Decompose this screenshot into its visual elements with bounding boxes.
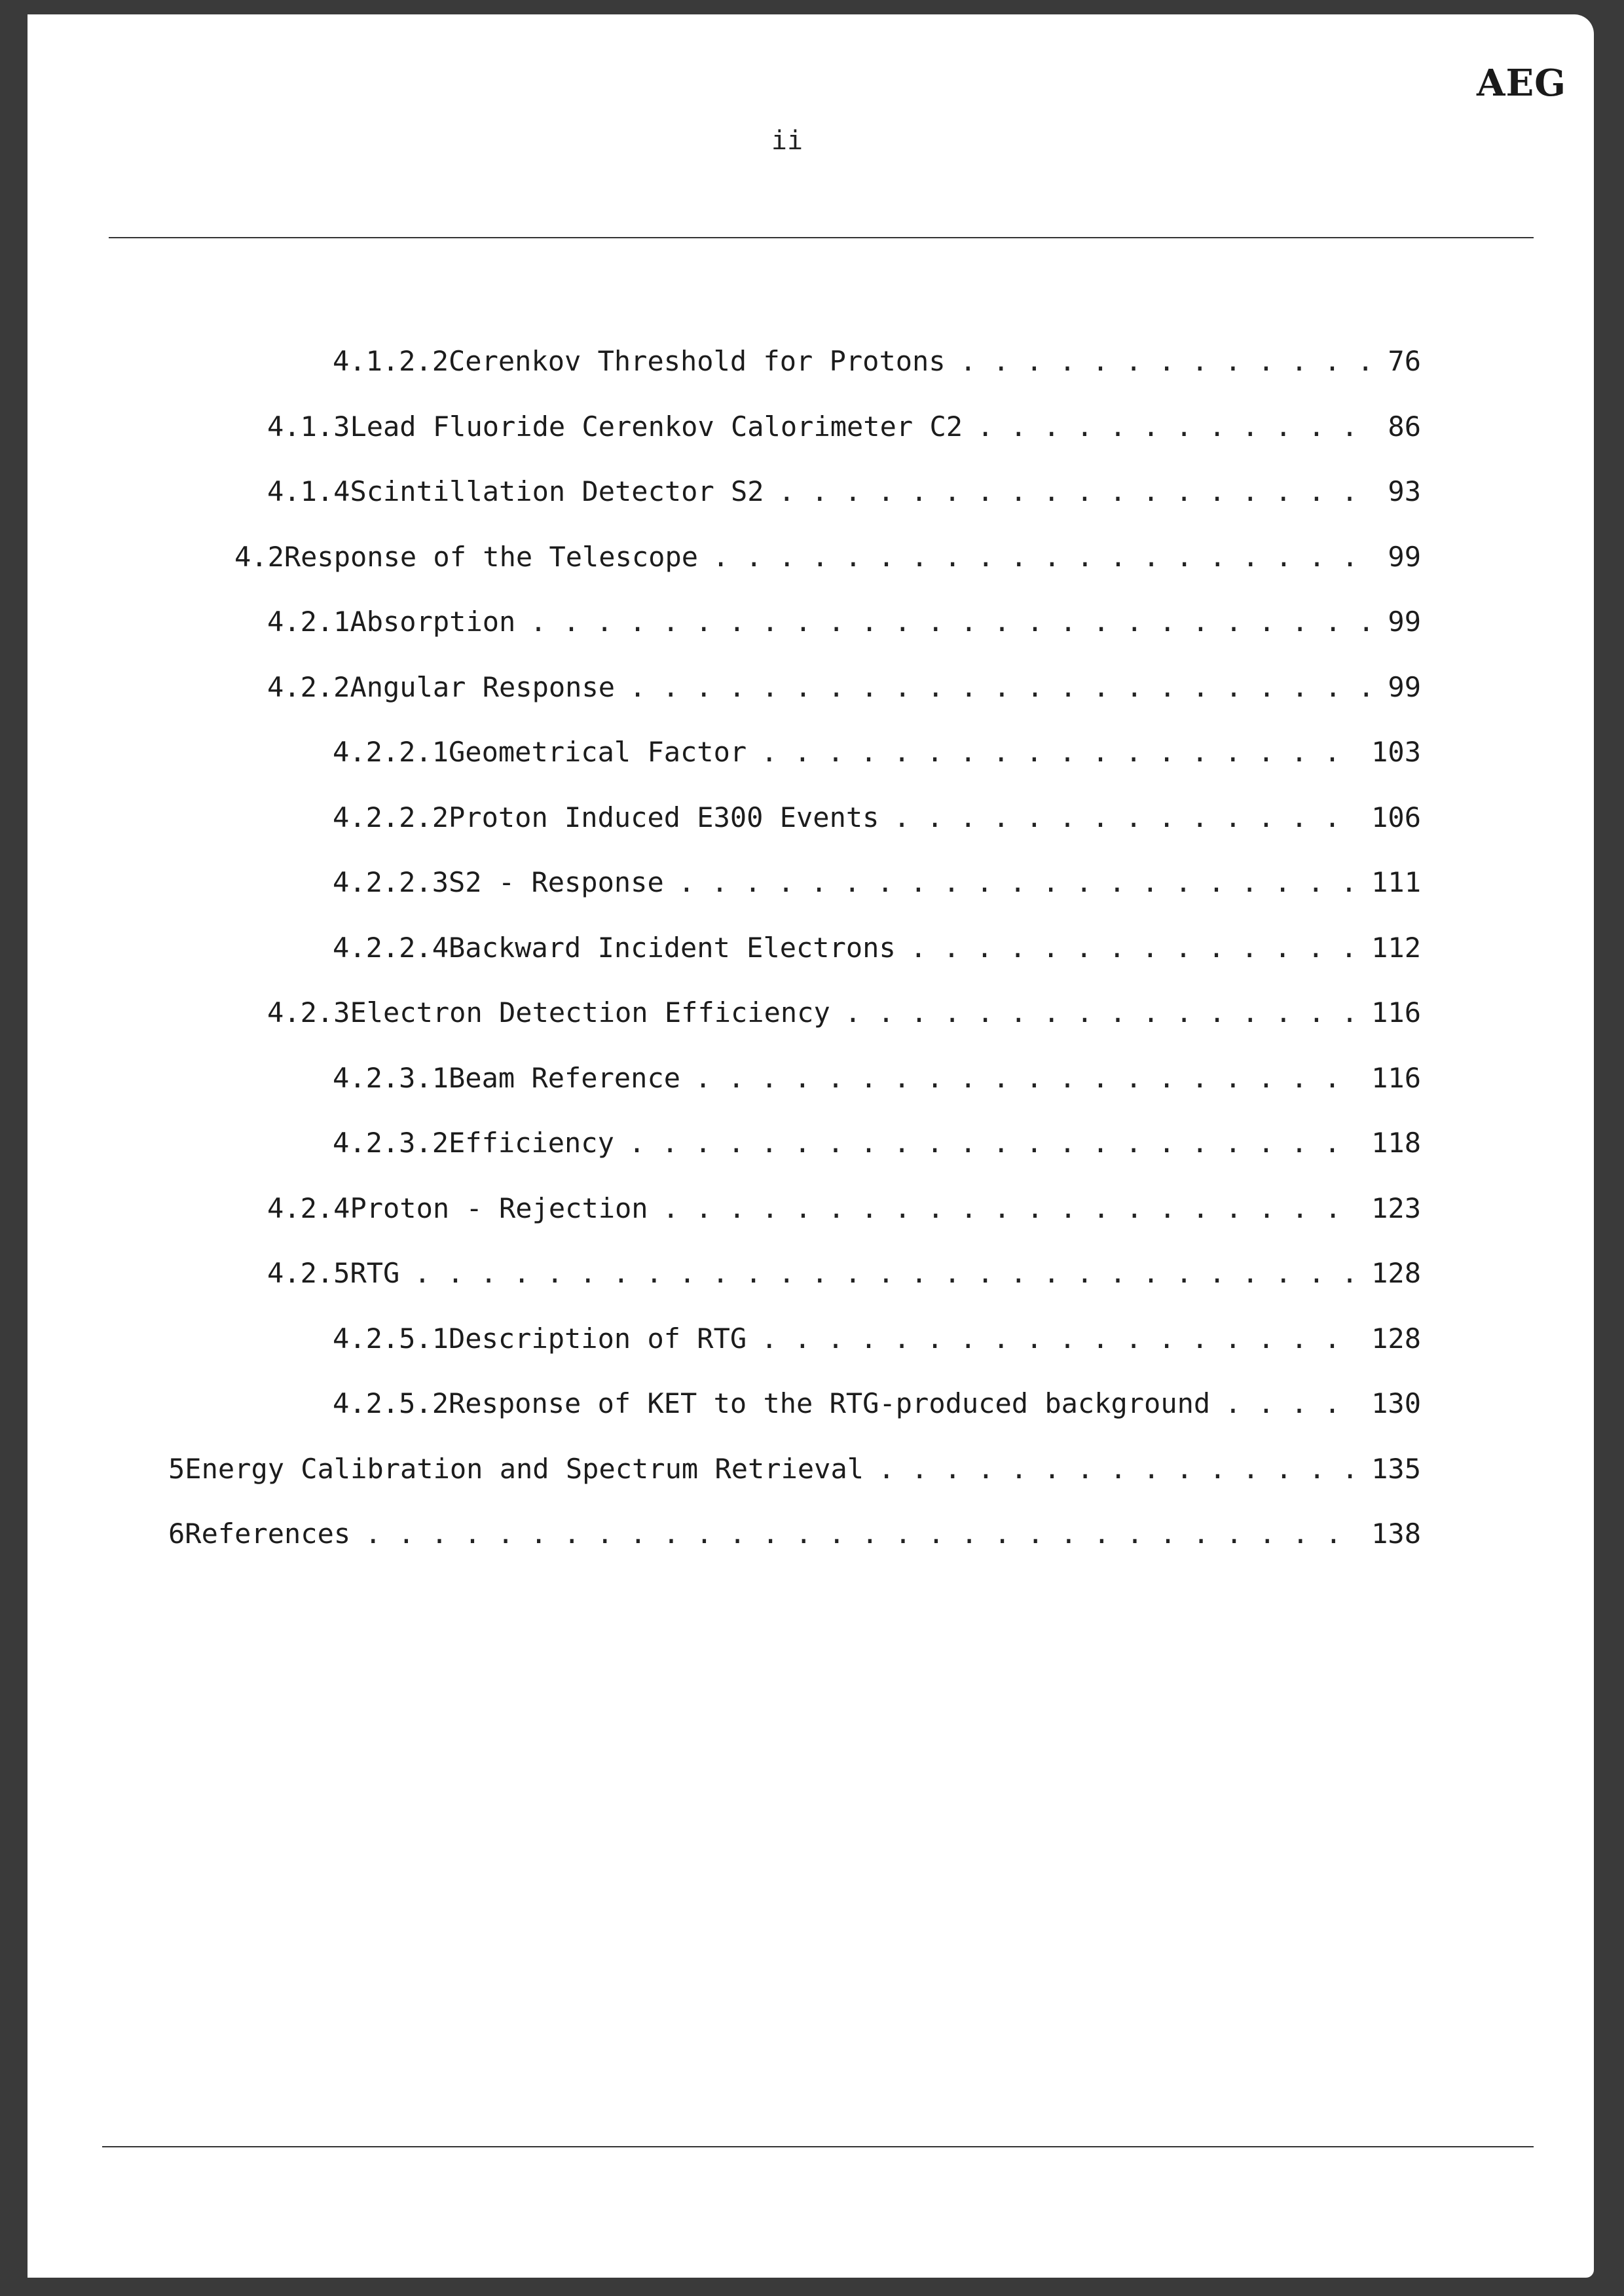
toc-section-title: S2 - Response [449, 866, 664, 898]
toc-section-number: 4.2.2.1 [333, 736, 449, 768]
toc-dot-leader [629, 671, 1375, 703]
toc-section-title: References [185, 1518, 351, 1550]
toc-page-number: 112 [1371, 932, 1421, 964]
toc-dot-leader [761, 1322, 1358, 1355]
toc-dot-leader [845, 996, 1358, 1029]
toc-page-number: 118 [1371, 1127, 1421, 1159]
toc-section-title: Energy Calibration and Spectrum Retrieval [185, 1453, 864, 1485]
toc-page-number: 138 [1371, 1518, 1421, 1550]
toc-entry[interactable] [267, 996, 1421, 1036]
toc-entry[interactable] [333, 801, 1421, 841]
toc-section-title: Absorption [350, 606, 516, 638]
toc-dot-leader [629, 1127, 1358, 1159]
toc-section-number: 4.2.3.2 [333, 1127, 449, 1159]
toc-page-number: 86 [1388, 410, 1421, 443]
toc-section-title: Efficiency [449, 1127, 614, 1159]
footer-divider [102, 2146, 1534, 2147]
toc-section-title: Response of the Telescope [284, 541, 699, 573]
toc-section-number: 4.2 [234, 541, 284, 573]
toc-section-title: Description of RTG [449, 1322, 747, 1355]
toc-entry[interactable] [168, 1518, 1421, 1557]
toc-dot-leader [910, 932, 1358, 964]
toc-section-title: Backward Incident Electrons [449, 932, 896, 964]
toc-entry[interactable] [333, 1062, 1421, 1101]
toc-section-number: 4.2.5.1 [333, 1322, 449, 1355]
toc-section-number: 4.2.1 [267, 606, 350, 638]
toc-entry[interactable] [168, 1453, 1421, 1492]
toc-dot-leader [414, 1257, 1358, 1289]
toc-page-number: 76 [1388, 345, 1421, 377]
document-page [28, 14, 1594, 2278]
toc-section-number: 4.1.2.2 [333, 345, 449, 377]
toc-dot-leader [779, 475, 1375, 507]
toc-page-number: 116 [1371, 996, 1421, 1029]
toc-section-number: 4.2.2.3 [333, 866, 449, 898]
toc-dot-leader [365, 1518, 1358, 1550]
toc-section-number: 4.2.2 [267, 671, 350, 703]
toc-page-number: 99 [1388, 606, 1421, 638]
toc-section-number: 6 [168, 1518, 185, 1550]
toc-dot-leader [678, 866, 1358, 898]
toc-dot-leader [893, 801, 1358, 833]
toc-section-number: 4.2.2.2 [333, 801, 449, 833]
toc-section-title: Response of KET to the RTG-produced background [449, 1387, 1211, 1419]
toc-section-title: Geometrical Factor [449, 736, 747, 768]
toc-section-number: 4.1.4 [267, 475, 350, 507]
toc-section-number: 4.2.4 [267, 1192, 350, 1224]
toc-dot-leader [878, 1453, 1358, 1485]
toc-entry[interactable] [267, 671, 1421, 710]
toc-dot-leader [761, 736, 1358, 768]
toc-entry[interactable] [333, 932, 1421, 971]
toc-page-number: 123 [1371, 1192, 1421, 1224]
toc-page-number: 111 [1371, 866, 1421, 898]
toc-section-number: 5 [168, 1453, 185, 1485]
toc-section-title: Scintillation Detector S2 [350, 475, 764, 507]
toc-entry[interactable] [267, 410, 1421, 450]
table-of-contents [28, 14, 1594, 2278]
toc-section-title: Cerenkov Threshold for Protons [449, 345, 946, 377]
toc-page-number: 128 [1371, 1257, 1421, 1289]
toc-entry[interactable] [333, 345, 1421, 384]
toc-section-number: 4.2.3 [267, 996, 350, 1029]
toc-entry[interactable] [267, 1257, 1421, 1296]
toc-dot-leader [695, 1062, 1358, 1094]
toc-section-number: 4.2.3.1 [333, 1062, 449, 1094]
toc-entry[interactable] [333, 1322, 1421, 1362]
toc-section-title: Proton Induced E300 Events [449, 801, 879, 833]
toc-page-number: 103 [1371, 736, 1421, 768]
toc-page-number: 99 [1388, 541, 1421, 573]
toc-entry[interactable] [234, 541, 1421, 580]
page-number: ii [771, 126, 803, 156]
toc-dot-leader [1225, 1387, 1358, 1419]
toc-section-number: 4.2.5.2 [333, 1387, 449, 1419]
toc-entry[interactable] [333, 1127, 1421, 1166]
toc-dot-leader [960, 345, 1375, 377]
toc-page-number: 99 [1388, 671, 1421, 703]
company-logo: AEG [1477, 62, 1566, 105]
toc-section-number: 4.2.2.4 [333, 932, 449, 964]
toc-entry[interactable] [333, 736, 1421, 775]
toc-entry[interactable] [267, 475, 1421, 515]
toc-section-number: 4.2.5 [267, 1257, 350, 1289]
toc-section-title: RTG [350, 1257, 400, 1289]
toc-dot-leader [663, 1192, 1359, 1224]
toc-dot-leader [530, 606, 1375, 638]
toc-page-number: 130 [1371, 1387, 1421, 1419]
toc-entry[interactable] [267, 1192, 1421, 1231]
toc-page-number: 128 [1371, 1322, 1421, 1355]
toc-entry[interactable] [333, 1387, 1421, 1427]
toc-section-title: Lead Fluoride Cerenkov Calorimeter C2 [350, 410, 963, 443]
toc-section-title: Angular Response [350, 671, 616, 703]
toc-section-title: Beam Reference [449, 1062, 681, 1094]
toc-page-number: 93 [1388, 475, 1421, 507]
toc-entry[interactable] [267, 606, 1421, 645]
toc-page-number: 116 [1371, 1062, 1421, 1094]
toc-section-number: 4.1.3 [267, 410, 350, 443]
toc-dot-leader [977, 410, 1375, 443]
toc-dot-leader [712, 541, 1375, 573]
toc-page-number: 135 [1371, 1453, 1421, 1485]
toc-page-number: 106 [1371, 801, 1421, 833]
toc-entry[interactable] [333, 866, 1421, 905]
toc-section-title: Electron Detection Efficiency [350, 996, 830, 1029]
toc-section-title: Proton - Rejection [350, 1192, 648, 1224]
